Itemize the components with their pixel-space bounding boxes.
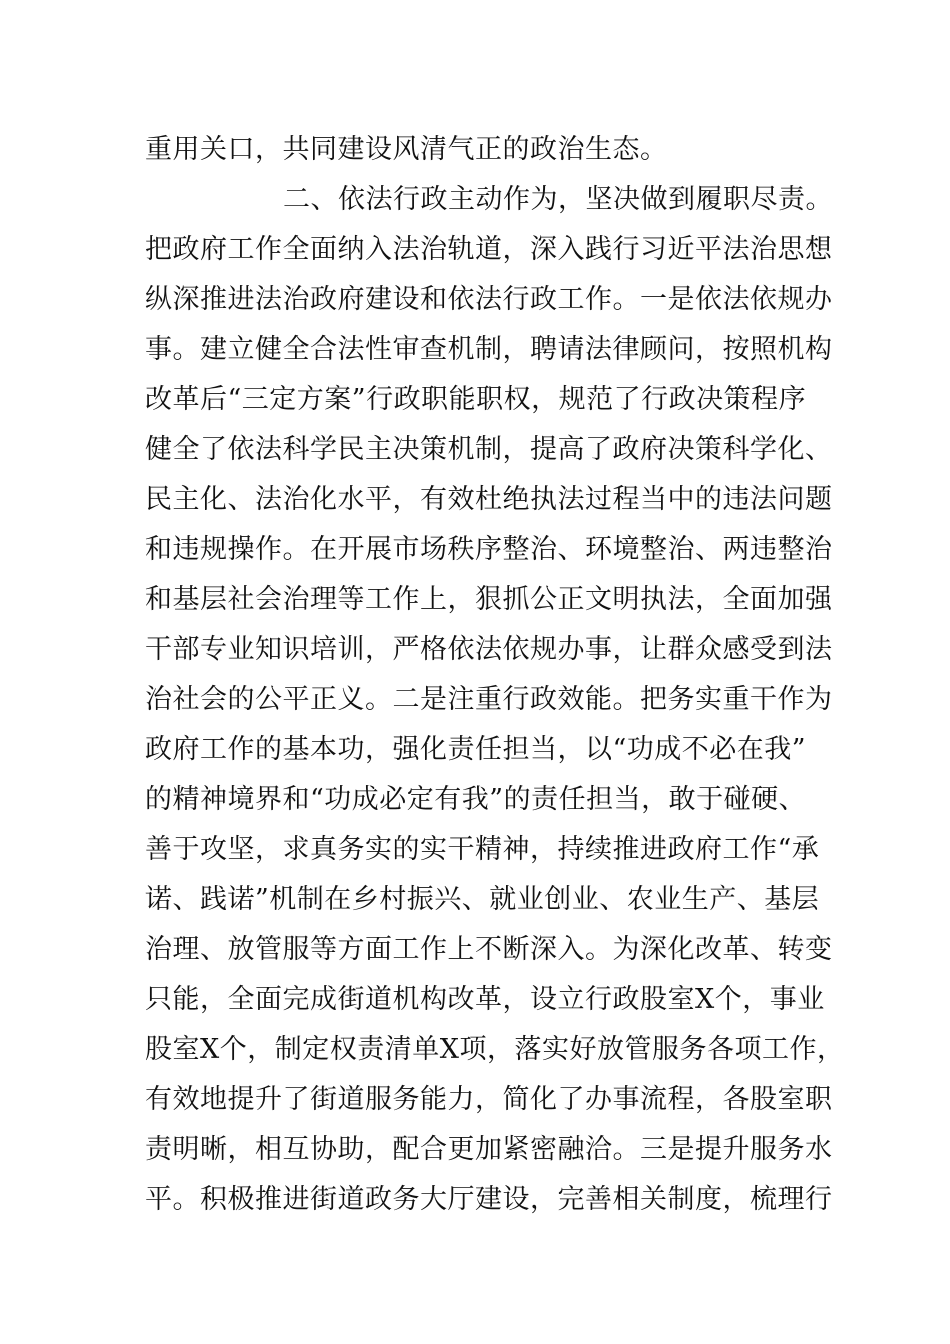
text-line: 平。积极推进街道政务大厅建设，完善相关制度，梳理行: [145, 1184, 833, 1215]
text-line: 治社会的公平正义。二是注重行政效能。把务实重干作为: [145, 684, 833, 715]
text-line: 治理、放管服等方面工作上不断深入。为深化改革、转变: [145, 934, 833, 965]
text-line: 政府工作的基本功，强化责任担当，以“功成不必在我”: [145, 734, 807, 765]
text-line: 事。建立健全合法性审查机制，聘请法律顾问，按照机构: [145, 334, 833, 365]
text-line: 股室X个，制定权责清单X项，落实好放管服务各项工作，: [145, 1034, 845, 1065]
text-line: 民主化、法治化水平，有效杜绝执法过程当中的违法问题: [145, 484, 833, 515]
text-line: 把政府工作全面纳入法治轨道，深入践行习近平法治思想: [145, 234, 833, 265]
text-line: 的精神境界和“功成必定有我”的责任担当，敢于碰硬、: [145, 784, 807, 815]
text-line: 责明晰，相互协助，配合更加紧密融洽。三是提升服务水: [145, 1134, 833, 1165]
text-line: 干部专业知识培训，严格依法依规办事，让群众感受到法: [145, 634, 833, 665]
text-line: 和基层社会治理等工作上，狠抓公正文明执法，全面加强: [145, 584, 833, 615]
text-line: 诺、践诺”机制在乡村振兴、就业创业、农业生产、基层: [145, 884, 820, 915]
text-line: 有效地提升了街道服务能力，简化了办事流程，各股室职: [145, 1084, 833, 1115]
text-line: 纵深推进法治政府建设和依法行政工作。一是依法依规办: [145, 284, 833, 315]
text-line: 和违规操作。在开展市场秩序整治、环境整治、两违整治: [145, 534, 833, 565]
text-line: 健全了依法科学民主决策机制，提高了政府决策科学化、: [145, 434, 833, 465]
section-heading: 二、依法行政主动作为，坚决做到履职尽责。: [283, 184, 833, 215]
text-line: 只能，全面完成街道机构改革，设立行政股室X个，事业: [145, 984, 825, 1015]
text-line: 重用关口，共同建设风清气正的政治生态。: [145, 134, 668, 165]
text-line: 善于攻坚，求真务实的实干精神，持续推进政府工作“承: [145, 834, 820, 865]
text-line: 改革后“三定方案”行政职能职权，规范了行政决策程序: [145, 384, 807, 415]
